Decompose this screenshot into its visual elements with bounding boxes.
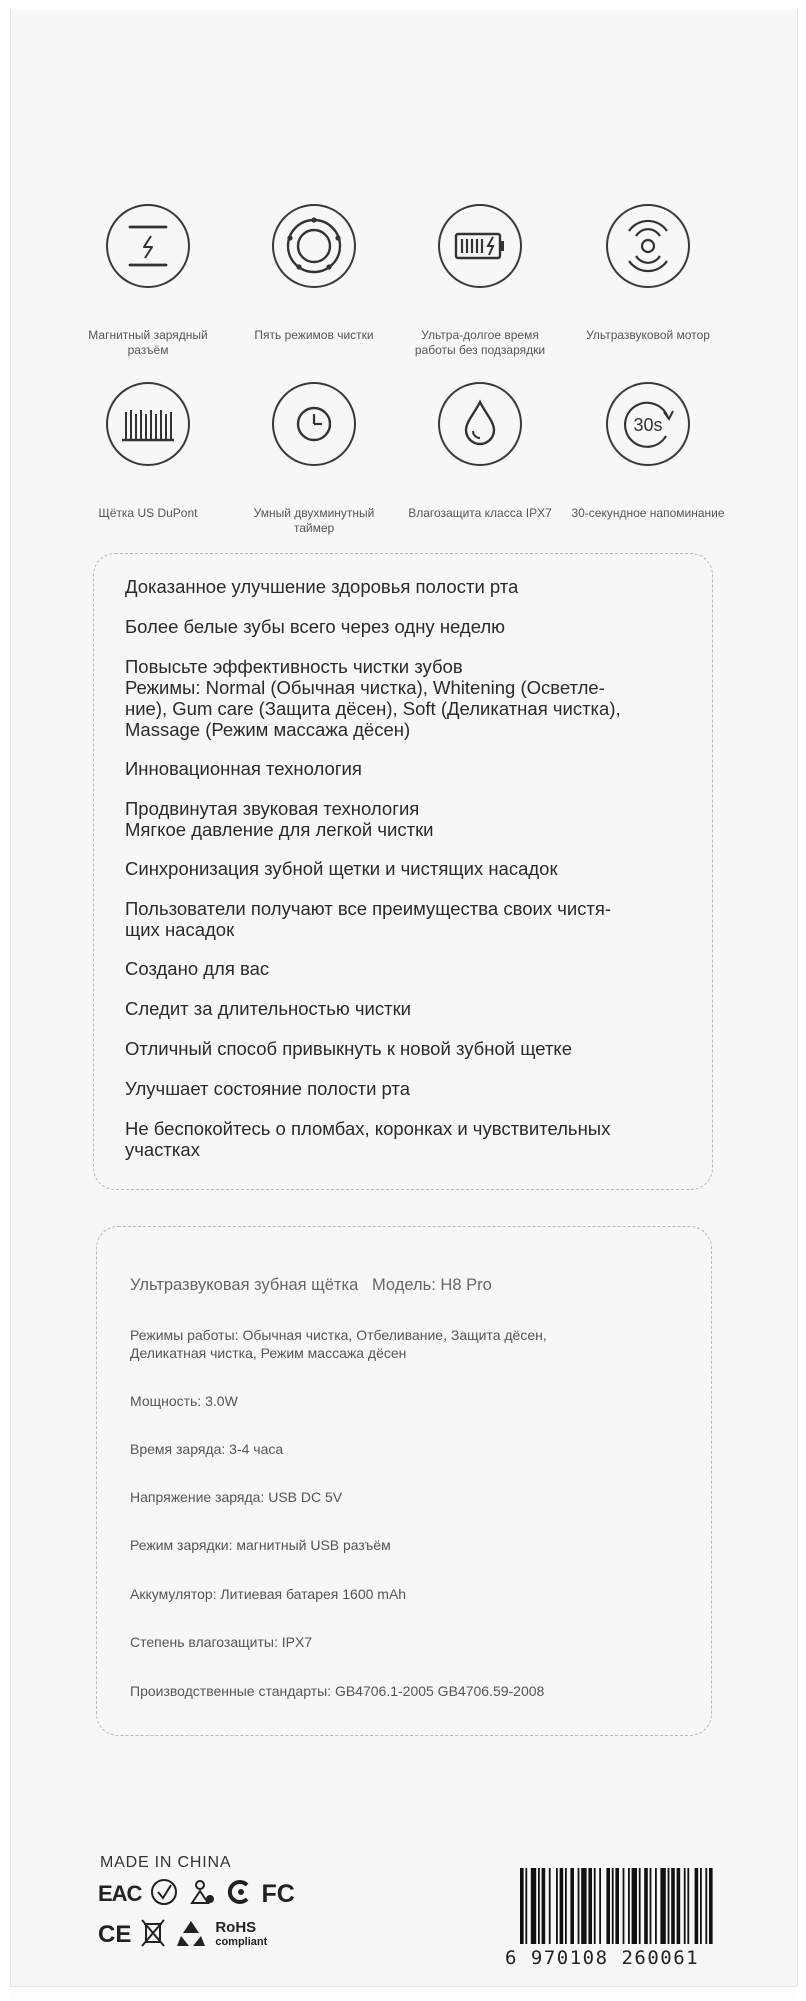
benefit-line: Улучшает состояние полости рта [125, 1078, 410, 1099]
thirty-seconds-icon [606, 382, 690, 466]
ultrasonic-motor-icon [606, 204, 690, 288]
barcode-bar [639, 1868, 641, 1944]
barcode-bar [606, 1868, 610, 1944]
feature-label: Ультразвуковой мотор [586, 328, 710, 342]
barcode-bar [695, 1868, 699, 1944]
eac-mark-icon: EAC [98, 1881, 142, 1906]
barcode-bar [612, 1868, 614, 1944]
barcode-bar [655, 1868, 657, 1944]
five-modes-icon [272, 204, 356, 288]
timer-clock-icon [272, 382, 356, 466]
rohs-label: RoHS [215, 1919, 257, 1936]
feature-30s-reminder [548, 382, 748, 521]
spec-line: Степень влагозащиты: IPX7 [130, 1634, 313, 1650]
barcode-bar [565, 1868, 567, 1944]
barcode-bar [560, 1868, 564, 1944]
person-eco-icon [187, 1877, 217, 1912]
benefit-line: ние), Gum care (Защита дёсен), Soft (Деликатная чистка), [125, 698, 621, 719]
water-drop-icon [438, 382, 522, 466]
cert-marks-row-2 [98, 1918, 267, 1952]
feature-label: Влагозащита класса IPX7 [408, 506, 552, 520]
barcode-bar [556, 1868, 558, 1944]
ccc-mark-icon [225, 1877, 253, 1912]
benefit-line: Мягкое давление для легкой чистки [125, 819, 434, 840]
barcode-bar [677, 1868, 681, 1944]
rohs-sub-label: compliant [215, 1936, 268, 1948]
benefit-line: Инновационная технология [125, 758, 362, 779]
spec-line: Напряжение заряда: USB DC 5V [130, 1489, 343, 1505]
feature-label: Щётка US DuPont [98, 506, 198, 520]
recycle-icon [175, 1918, 207, 1953]
specs-panel [96, 1226, 712, 1736]
benefit-line: Не беспокойтесь о пломбах, коронках и чувствительных [125, 1118, 611, 1139]
barcode-bar [700, 1868, 702, 1944]
benefit-line: Massage (Режим массажа дёсен) [125, 719, 411, 740]
spec-line: Мощность: 3.0W [130, 1393, 238, 1409]
barcode-bar [632, 1868, 637, 1944]
spec-line: Деликатная чистка, Режим массажа дёсен [130, 1345, 407, 1361]
benefit-line: участках [125, 1139, 200, 1160]
barcode [520, 1868, 785, 1944]
feature-ultrasonic-motor [548, 204, 748, 343]
barcode-bar [660, 1868, 665, 1944]
recycle-check-icon [149, 1877, 179, 1912]
spec-line: Аккумулятор: Литиевая батарея 1600 mAh [130, 1586, 407, 1602]
barcode-bar [520, 1868, 524, 1944]
barcode-bar [578, 1868, 580, 1944]
spec-line: Режим зарядки: магнитный USB разъём [130, 1537, 391, 1553]
barcode-bar [594, 1868, 596, 1944]
barcode-bar [588, 1868, 592, 1944]
benefit-line: Продвинутая звуковая технология [125, 798, 420, 819]
barcode-bar [599, 1868, 601, 1944]
benefit-line: Следит за длительностью чистки [125, 998, 411, 1019]
spec-line: Режимы работы: Обычная чистка, Отбеливание, Защита дёсен, [130, 1327, 547, 1343]
barcode-bar [549, 1868, 551, 1944]
barcode-bar [628, 1868, 630, 1944]
cert-marks-row-1 [98, 1877, 295, 1911]
weee-bin-icon [139, 1917, 167, 1954]
benefit-line: Режимы: Normal (Обычная чистка), Whitening (Осветле- [125, 677, 605, 698]
benefit-line: Синхронизация зубной щетки и чистящих насадок [125, 858, 558, 879]
barcode-bar [671, 1868, 675, 1944]
barcode-bar [644, 1868, 648, 1944]
spec-line: Производственные стандарты: GB4706.1-2005 GB4706.59-2008 [130, 1683, 545, 1699]
barcode-bar [684, 1868, 686, 1944]
made-in-label: MADE IN CHINA [100, 1854, 232, 1871]
benefit-line: Более белые зубы всего через одну неделю [125, 616, 506, 637]
feature-label: Ультра-долгое время работы без подзарядки [414, 328, 546, 357]
benefit-line: Доказанное улучшение здоровья полости рта [125, 576, 519, 597]
thirty-seconds-text: 30s [633, 415, 663, 435]
brush-bristles-icon [106, 382, 190, 466]
spec-line: Ультразвуковая зубная щётка Модель: H8 Pro [130, 1276, 492, 1294]
barcode-bar [705, 1868, 707, 1944]
rohs-mark [215, 1921, 267, 1949]
feature-label: Пять режимов чистки [254, 328, 374, 342]
battery-icon [438, 204, 522, 288]
ce-mark-icon: CE [98, 1921, 132, 1948]
barcode-bar [668, 1868, 670, 1944]
fc-mark-icon: FC [261, 1879, 295, 1908]
benefit-line: щих насадок [125, 919, 235, 940]
barcode-bar [709, 1868, 713, 1944]
barcode-bar [542, 1868, 546, 1944]
benefit-line: Пользователи получают все преимущества своих чистя- [125, 898, 612, 919]
feature-label: Магнитный зарядный разъём [88, 328, 208, 357]
benefit-line: Создано для вас [125, 958, 270, 979]
feature-label: 30-секундное напоминание [571, 506, 725, 520]
barcode-bar [525, 1868, 527, 1944]
barcode-number: 6 970108 260061 [505, 1947, 700, 1969]
barcode-bar [687, 1868, 689, 1944]
package-bottom-edge [10, 1986, 796, 2001]
barcode-bar [570, 1868, 574, 1944]
barcode-bar [623, 1868, 625, 1944]
barcode-bar [650, 1868, 652, 1944]
magnetic-charger-icon [106, 204, 190, 288]
barcode-bar [531, 1868, 536, 1944]
benefit-line: Отличный способ привыкнуть к новой зубной щетке [125, 1038, 573, 1059]
barcode-bar [538, 1868, 540, 1944]
spec-line: Время заряда: 3-4 часа [130, 1441, 284, 1457]
benefit-line: Повысьте эффективность чистки зубов [125, 656, 463, 677]
barcode-bar [581, 1868, 586, 1944]
feature-label: Умный двухминутный таймер [253, 506, 375, 535]
barcode-bar [615, 1868, 619, 1944]
